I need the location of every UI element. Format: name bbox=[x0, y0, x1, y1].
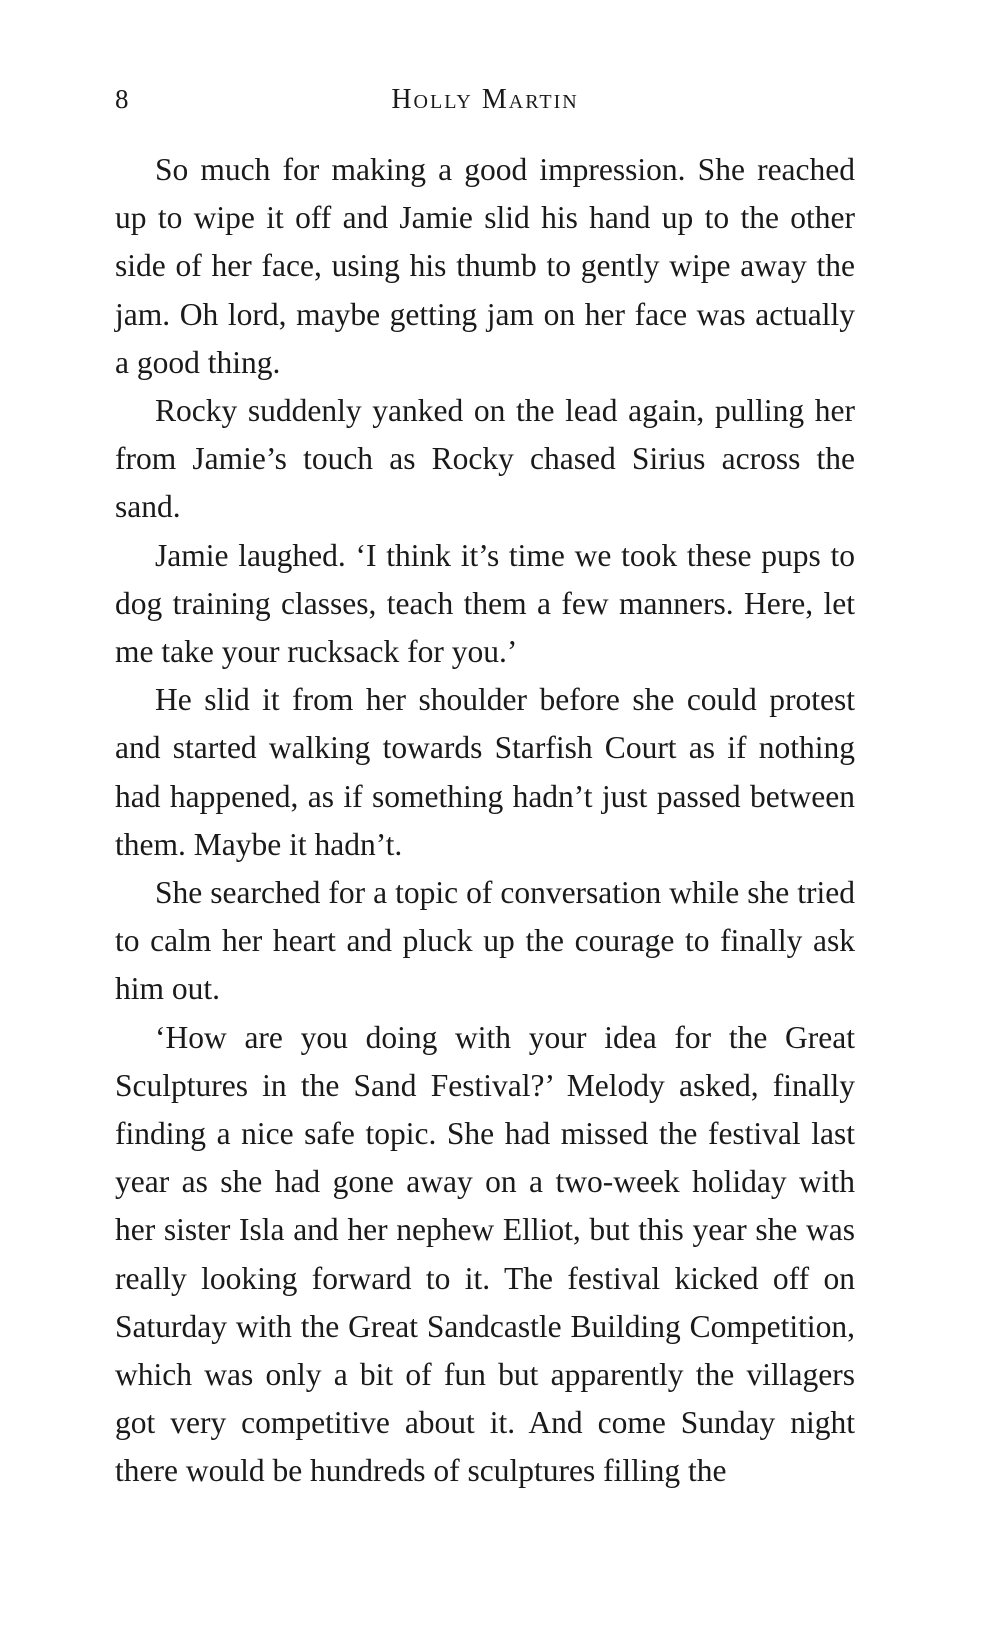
paragraph: ‘How are you doing with your idea for the Great Sculptures in the Sand Festival?’ Melody asked, finally finding a nice safe topic. She had missed the festival last year as she had gone away on a two-week holiday with her sister Isla and her nephew Elliot, but this year she was really looking forward to it. The festival kicked off on Saturday with the Great Sandcastle Building Competition, which was only a bit of fun but apparently the villagers got very competitive about it. And come Sunday night there would be hundreds of sculptures filling the bbox=[115, 1019, 855, 1489]
paragraph: He slid it from her shoulder before she could protest and started walking towards Starfish Court as if nothing had happened, as if something hadn’t just passed between them. Maybe it hadn’t. bbox=[115, 682, 855, 862]
paragraph: So much for making a good impression. She reached up to wipe it off and Jamie slid his hand up to the other side of her face, using his thumb to gently wipe away the jam. Oh lord, maybe getting jam on her face was actually a good thing. bbox=[115, 152, 855, 380]
page-number: 8 bbox=[115, 84, 130, 114]
paragraph: Jamie laughed. ‘I think it’s time we took these pups to dog training classes, teach them a few manners. Here, let me take your rucksack for you.’ bbox=[115, 537, 855, 670]
body-text bbox=[115, 146, 855, 1496]
paragraph: She searched for a topic of conversation while she tried to calm her heart and pluck up the courage to finally ask him out. bbox=[115, 875, 855, 1007]
running-title-author: Holly Martin bbox=[391, 84, 579, 115]
running-head bbox=[115, 84, 855, 124]
paragraph: Rocky suddenly yanked on the lead again, pulling her from Jamie’s touch as Rocky chased Sirius across the sand. bbox=[115, 393, 855, 525]
